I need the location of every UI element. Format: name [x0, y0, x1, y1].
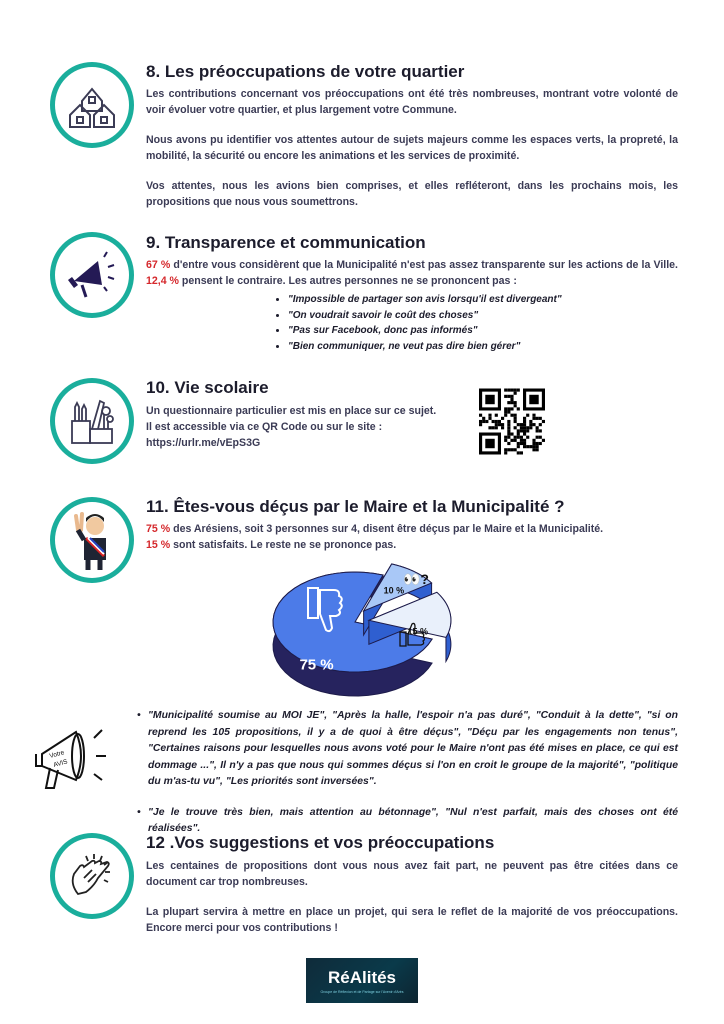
quote-item: • "Impossible de partager son avis lorsqu'il est divergeant" [288, 292, 562, 308]
votre-avis-megaphone-icon [28, 718, 113, 798]
paragraph: Les centaines de propositions dont vous nous avez fait part, ne peuvent pas être citées dans ce document car trop nombreuses. [146, 860, 678, 888]
pie-label: 15 % [407, 626, 428, 637]
clapping-hands-icon [64, 848, 120, 904]
qr-code[interactable] [479, 388, 545, 455]
quote-item: • "Pas sur Facebook, donc pas informés" [288, 323, 562, 339]
paragraph: La plupart servira à mettre en place un projet, qui sera le reflet de la majorité de vos préoccupations. Encore merci pour vos contributions ! [146, 906, 678, 934]
section-12-title: 12 .Vos suggestions et vos préoccupations [146, 833, 495, 852]
megaphone-icon-circle [50, 232, 134, 318]
stat-67: 67 % [146, 259, 171, 271]
stat-text: pensent le contraire. Les autres personnes ne se prononcent pas : [178, 275, 517, 287]
paragraph: Nous avons pu identifier vos attentes autour de sujets majeurs comme les espaces verts, la propreté, la mobilité, la sécurité ou encore les animations et les services de proximité. [146, 134, 678, 162]
school-supplies-icon [64, 393, 120, 449]
quote-item: • "Je le trouve très bien, mais attention au bétonnage", "Nul n'est parfait, mais des choses ont été réalisées". [148, 805, 678, 838]
pie-label: 75 % [299, 656, 334, 674]
question-eyes-icon: 👀? [403, 571, 429, 587]
section-8-title: 8. Les préoccupations de votre quartier [146, 62, 465, 81]
logo-text: RéAlités [327, 967, 397, 987]
avis-badge-line1: Votre [48, 749, 66, 760]
mayor-illustration-circle [50, 497, 134, 583]
houses-icon-circle [50, 62, 134, 148]
houses-icon [64, 77, 120, 133]
paragraph: Vos attentes, nous les avions bien comprises, et elles refléteront, dans les prochains mois, les propositions que nous vous soumettrons. [146, 180, 678, 208]
realites-logo [306, 958, 418, 1003]
section-10-body [146, 403, 476, 451]
transparency-quotes [276, 292, 562, 354]
quote-item: • "Municipalité soumise au MOI JE", "Après la halle, l'espoir n'a pas duré", "Conduit à la dette", "si on reprend les 105 propositions, il y a de quoi à être déçus", "Déçu par les engagements non tenus", "Certaines raisons pour lesquelles nous avons voté pour le Maire n'ont pas été mises en place, ce qui est dommage ...", Il n'y a pas que nous qui sommes déçus si l'on en croit le groupe de la majorité", "politique du m'as-tu vu", "Les priorités sont inversées". [148, 708, 678, 791]
citizen-quotes [148, 708, 678, 852]
section-8-body [146, 86, 678, 224]
pie-label: 10 % [383, 585, 405, 596]
paragraph: Les contributions concernant vos préoccupations ont été très nombreuses, montrant votre volonté de voir évoluer votre quartier, et plus largement votre Commune. [146, 88, 678, 116]
stat-75: 75 % [146, 523, 171, 535]
avis-badge-line2: AVIS [52, 758, 69, 769]
clapping-hands-icon-circle [50, 833, 134, 919]
megaphone-icon [64, 247, 120, 303]
line: Un questionnaire particulier est mis en place sur ce sujet. [146, 405, 437, 417]
stat-text: des Arésiens, soit 3 personnes sur 4, disent être déçus par le Maire et la Municipalité. [170, 523, 604, 535]
section-11-title: 11. Êtes-vous déçus par le Maire et la Municipalité ? [146, 497, 565, 516]
quote-item: • "On voudrait savoir le coût des choses" [288, 308, 562, 324]
section-9-body [146, 257, 678, 289]
stat-15: 15 % [146, 539, 171, 551]
section-10-title: 10. Vie scolaire [146, 378, 269, 397]
section-12-body [146, 858, 678, 950]
line: Il est accessible via ce QR Code ou sur le site : [146, 421, 383, 433]
stat-12: 12,4 % [146, 275, 179, 287]
survey-link[interactable]: https://urlr.me/vEpS3G [146, 437, 261, 449]
stat-text: sont satisfaits. Le reste ne se prononce pas. [170, 539, 397, 551]
school-supplies-icon-circle [50, 378, 134, 464]
satisfaction-pie-chart [260, 560, 470, 710]
quote-item: • "Bien communiquer, ne veut pas dire bien gérer" [288, 339, 562, 355]
section-11-body [146, 521, 678, 553]
stat-text: d'entre vous considèrent que la Municipalité n'est pas assez transparente sur les actions de la Ville. [170, 259, 678, 271]
logo-subtitle: Groupe de Réflexion et de Partage sur l'Avenir d'Arès [320, 989, 404, 994]
section-9-title: 9. Transparence et communication [146, 233, 426, 252]
mayor-illustration [64, 508, 120, 572]
